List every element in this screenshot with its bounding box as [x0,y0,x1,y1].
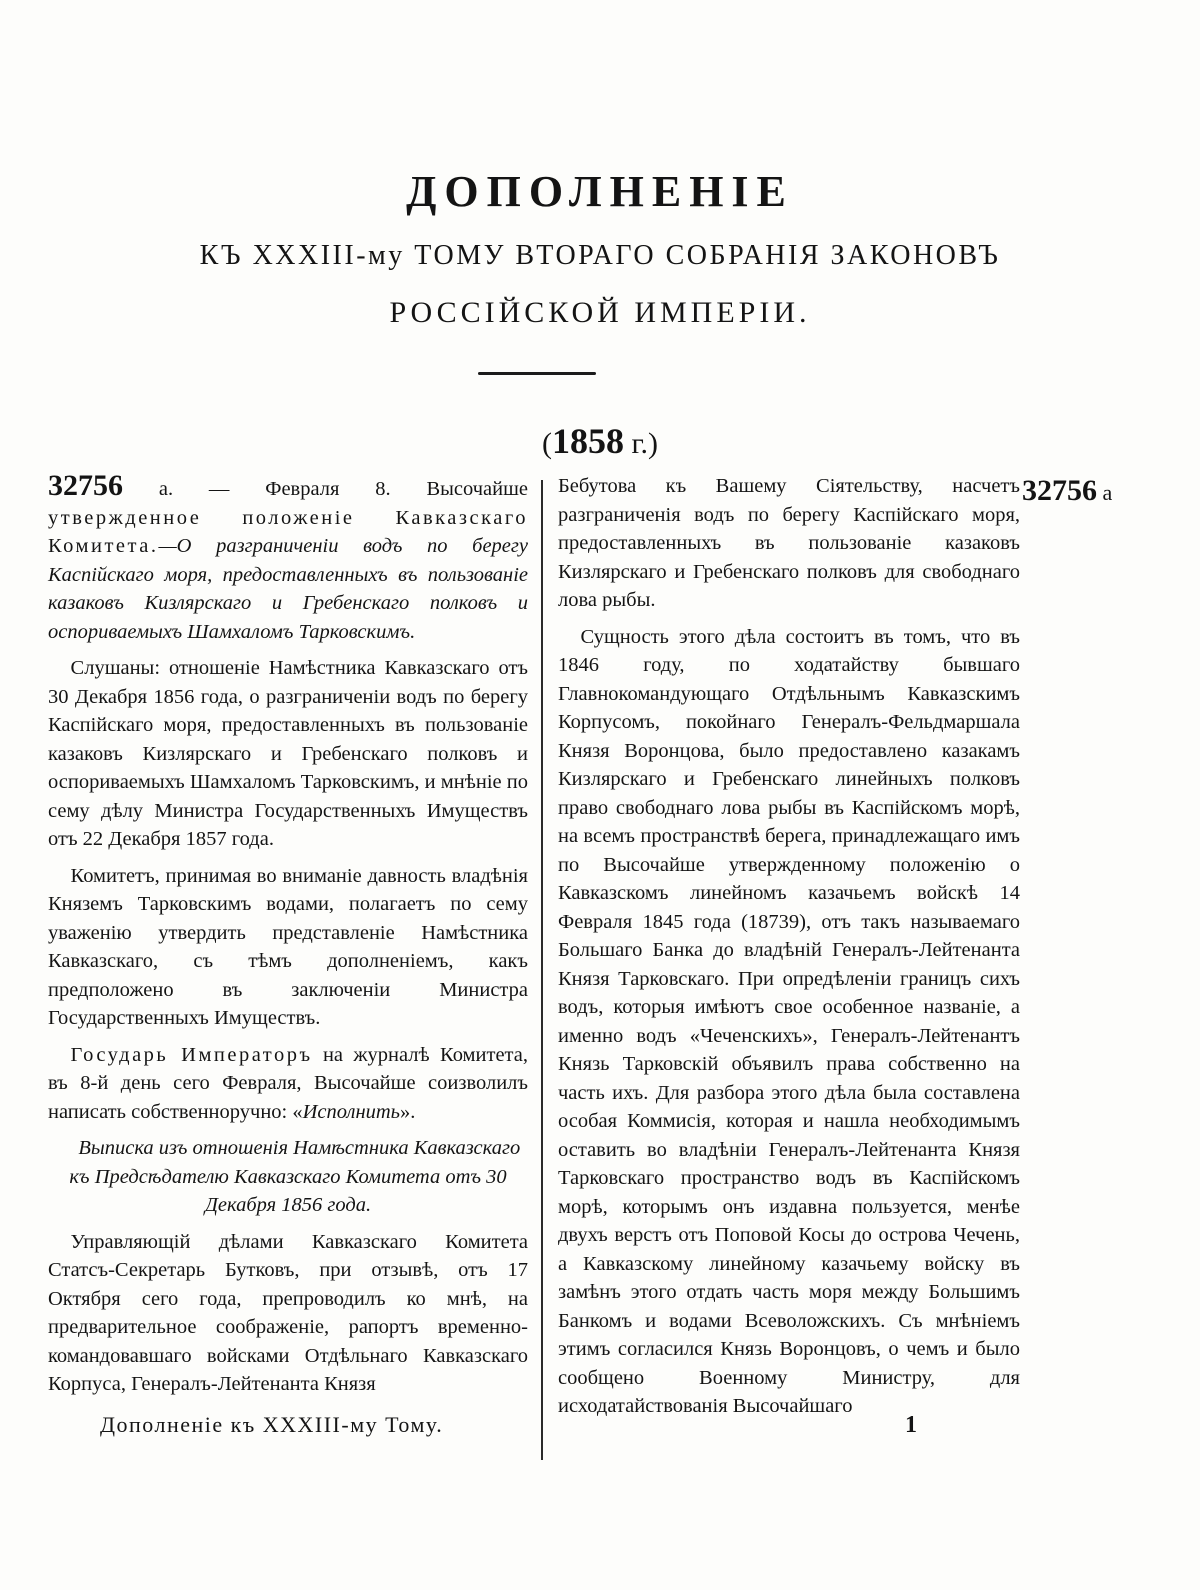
ordinance-header [48,469,528,646]
page-subtitle: КЪ XXXIII-му ТОМУ ВТОРАГО СОБРАНІЯ ЗАКОНОВЪ [199,240,1001,271]
paragraph-right-2: Сущность этого дѣла состоитъ въ томъ, что въ 1846 году, по ходатайству бывшаго Главнокомандующаго Отдѣльнымъ Кавказскимъ Корпусомъ, покойнаго Генералъ-Фельдмаршала Князя Воронцова, было предоставлено казакамъ Кизлярскаго и Гребенскаго линейныхъ полковъ право свободнаго лова рыбы въ Каспійскомъ морѣ, на всемъ пространствѣ берега, принадлежащаго имъ по Высочайше утвержденному положенію о Кавказскомъ линейномъ казачьемъ войскѣ 14 Февраля 1845 года (18739), отъ такъ называемаго Большаго Банка до владѣній Генералъ-Лейтенанта Князя Тарковскаго. При опредѣленіи границъ сихъ водъ, которыя имѣютъ свое особенное названіе, а именно водъ «Чеченскихъ», Генералъ-Лейтенантъ Князь Тарковскій объявилъ права собственно на часть ихъ. Для разбора этого дѣла была составлена особая Коммисія, которая и нашла необходимымъ оставить во владѣніи Генералъ-Лейтенанта Князя Тарковскаго пространство водъ въ Каспійскомъ морѣ, которымъ онъ издавна пользуется, менѣе двухъ верстъ отъ Поповой Косы до острова Чечень, а Кавказскому линейному казачьему войску въ замѣнъ этого отдать часть моря между Большимъ Банкомъ и водами Всеволожскихъ. Съ мнѣніемъ этимъ согласился Князь Воронцовъ, о чемъ и было сообщено Военному Министру, для исходатайствованія Высочайшаго [558,625,1020,1417]
paragraph-committee: Комитетъ, принимая во вниманіе давность владѣнія Княземъ Тарковскимъ водами, полагаетъ по сему уваженію утвердить представленіе Намѣстника Кавказскаго, съ тѣмъ дополненіемъ, какъ предположено въ заключеніи Министра Государственныхъ Имуществъ. [48,864,528,1029]
decorative-rule [478,372,596,375]
paragraph-right-1: Бебутова къ Вашему Сіятельству, насчетъ разграниченія водъ по берегу Каспійскаго моря, предоставленныхъ въ пользованіе казаковъ Кизлярскаго и Гребенскаго полковъ для свободнаго лова рыбы. [558,475,1020,611]
execute-word: Исполнить [302,1100,400,1123]
execute-close: ». [400,1100,416,1123]
paragraph-heard: Слушаны: отношеніе Намѣстника Кавказскаго отъ 30 Декабря 1856 года, о разграниченіи водъ по берегу Каспійскаго моря, предоставленныхъ въ пользованіе казаковъ Кизлярскаго и Гребенскаго полковъ и оспориваемыхъ Шамхаломъ Тарковскимъ, и мнѣніе по сему дѣлу Министра Государственныхъ Имуществъ отъ 22 Декабря 1857 года. [48,657,528,850]
margin-ordinance-number [1022,474,1112,508]
year-number: 1858 [552,421,625,461]
ordinance-committee: Комитета. [48,535,159,557]
paragraph-emperor [48,1041,528,1127]
ordinance-approved: утвержденное положеніе Кавказскаго [48,506,528,529]
page-title: ДОПОЛНЕНІЕ [406,167,794,216]
margin-suffix: а [1097,480,1113,505]
ordinance-intro: а. — Февраля 8. Высочайше [123,478,528,500]
page-number: 1 [905,1412,917,1438]
column-divider [541,480,543,1460]
year-open-paren: ( [542,427,553,460]
emperor-title: Государь Императоръ [70,1043,313,1066]
running-footer: Дополненіе къ XXXIII-му Тому. [100,1412,444,1437]
year-suffix: г.) [624,427,658,460]
page-subtitle-empire: РОССІЙСКОЙ ИМПЕРІИ. [389,296,811,329]
ordinance-subject: —О разграниченіи водъ по берегу Каспійскаго моря, предоставленныхъ въ пользованіе казаковъ Кизлярскаго и Гребенскаго полковъ и оспориваемыхъ Шамхаломъ Тарковскимъ. [48,535,528,643]
extract-title: Выписка изъ отношенія Намѣстника Кавказскаго къ Предсѣдателю Кавказскаго Комитета отъ 30 Декабря 1856 года. [69,1137,521,1216]
margin-number: 32756 [1022,474,1097,507]
right-column [558,472,1020,1429]
ordinance-number: 32756 [48,469,123,502]
left-column [48,469,528,1407]
emperor-text: на журналѣ Комитета, въ 8-й день сего Февраля, Высочайше соизволилъ написать собственноручно: « [48,1043,528,1123]
year-heading [0,420,1200,462]
paragraph-manager: Управляющій дѣлами Кавказскаго Комитета Статсъ-Секретарь Бутковъ, при отзывѣ, отъ 17 Октября сего года, препроводилъ ко мнѣ, на предварительное соображеніе, рапортъ временно-командовавшаго войсками Отдѣльнаго Кавказскаго Корпуса, Генералъ-Лейтенанта Князя [48,1230,528,1395]
